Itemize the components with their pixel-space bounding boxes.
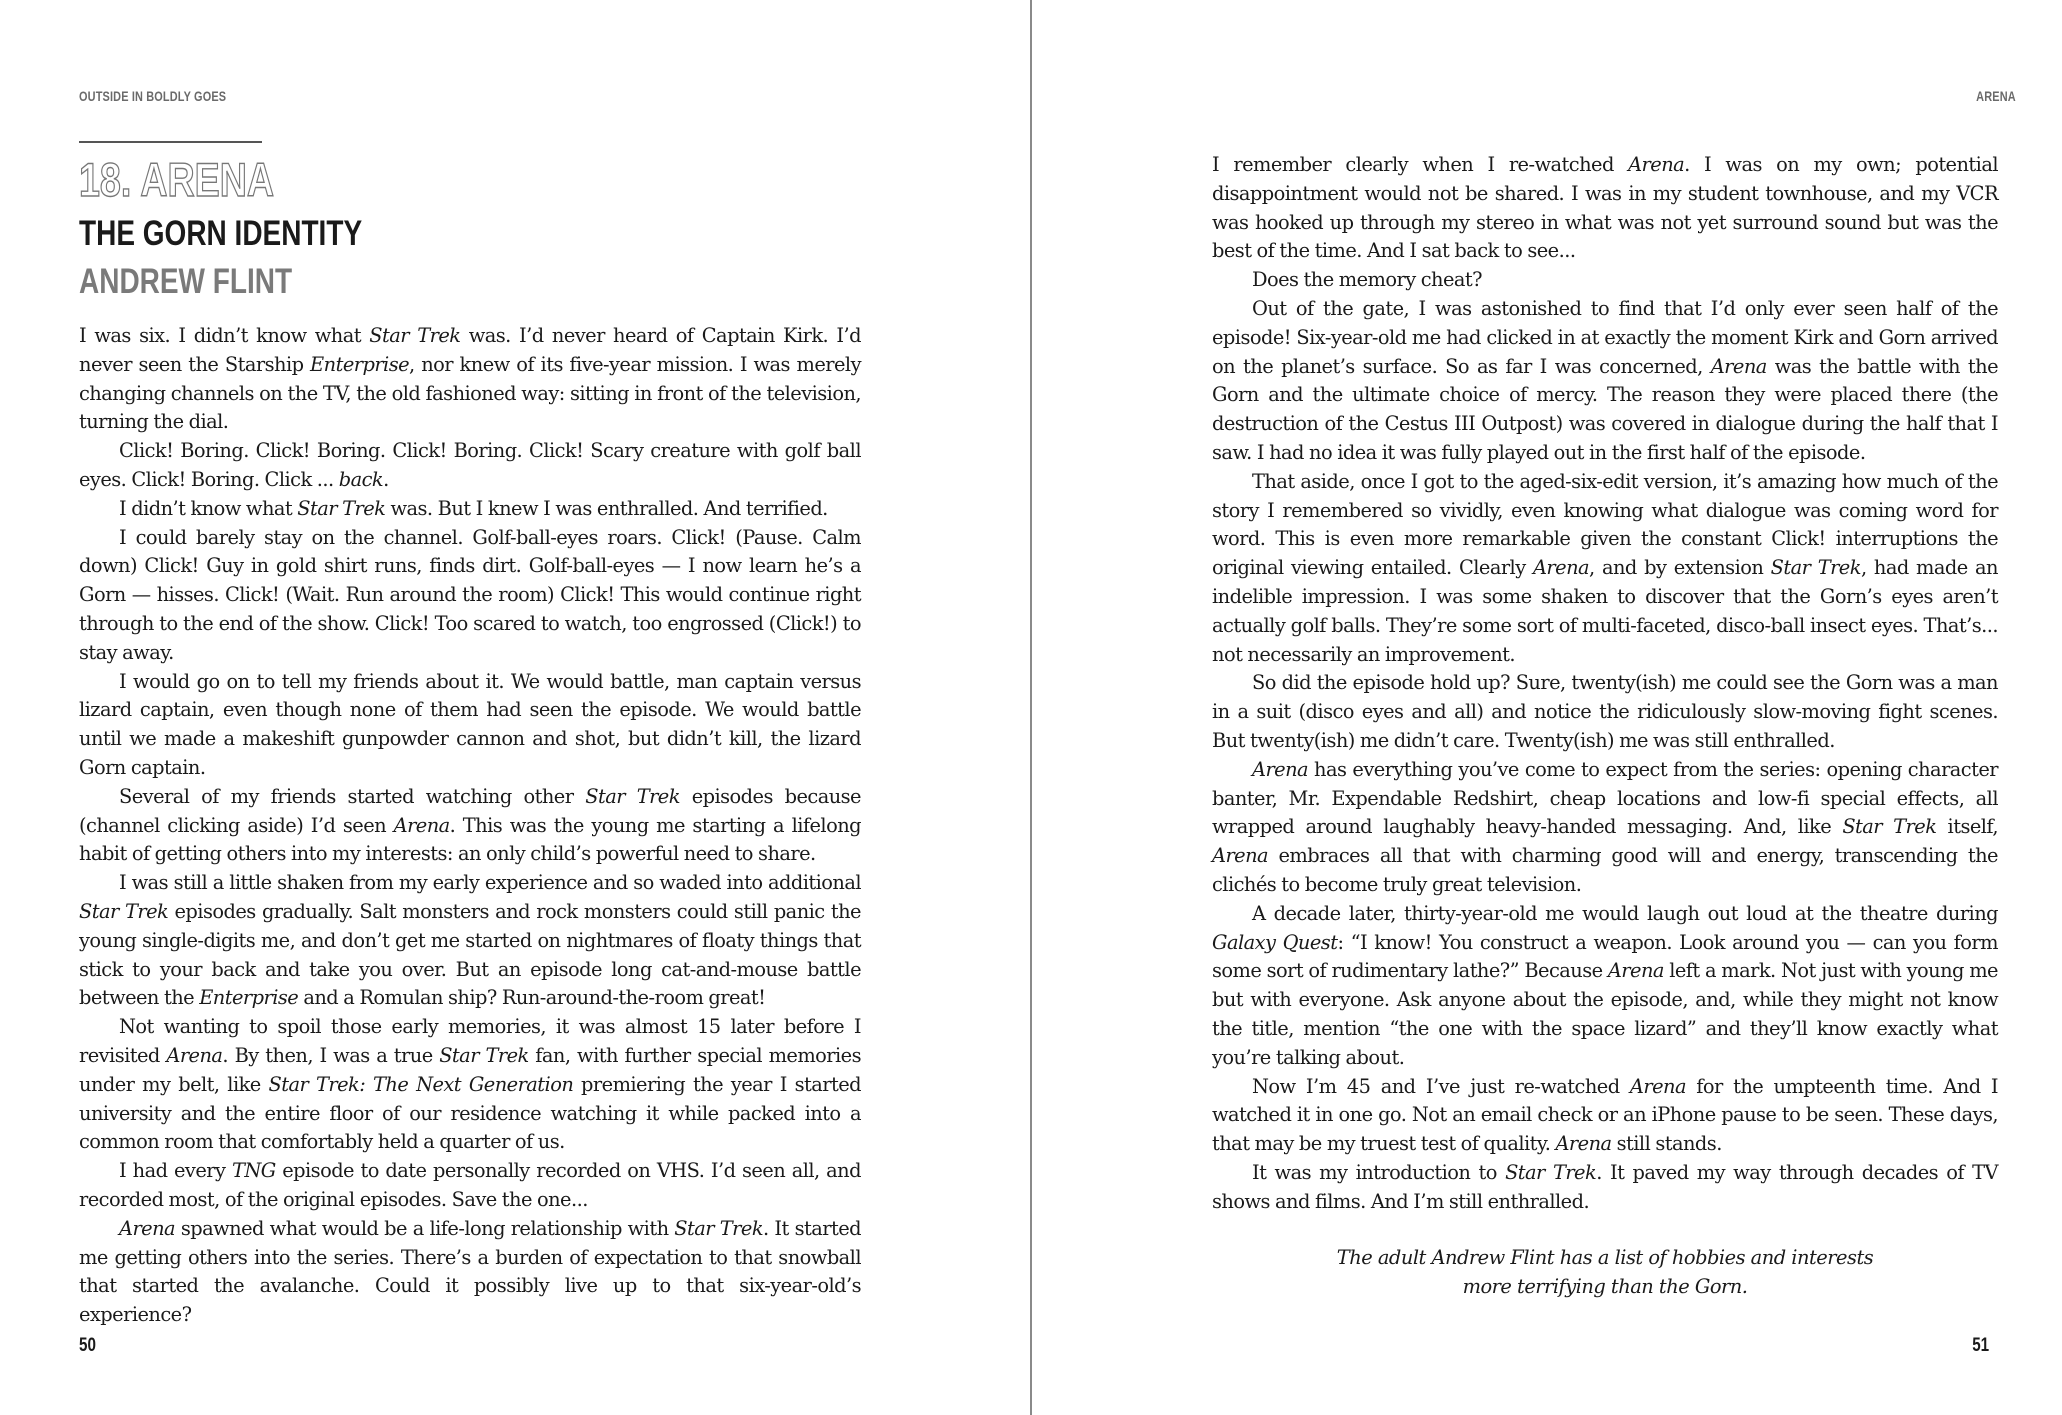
text-run: was the battle with the Gorn and the ultimate choice of mercy. The reason they were placed there (the destruction of the Cestus III Outpost) was covered in dialogue during the half that I saw. I had no idea it was fully played out in the first half of the episode. bbox=[1212, 354, 1998, 464]
left-running-head: OUTSIDE IN BOLDLY GOES bbox=[79, 88, 227, 104]
text-run: . It started me getting others into the series. There’s a burden of expectation to that snowball that started the avalanche. Could it possibly live up to that six-year-old’s experience? bbox=[79, 1216, 861, 1327]
text-run: and a Romulan ship? Run-around-the-room great! bbox=[298, 986, 766, 1010]
text-run: I was still a little shaken from my early experience and so waded into additional bbox=[119, 871, 861, 895]
left-page bbox=[0, 0, 1030, 1415]
right-running-head: ARENA bbox=[1976, 88, 2016, 104]
text-run: for the umpteenth time. And I watched it in one go. Not an email check or an iPhone pause to be seen. These days, that may be my truest test of quality. bbox=[1212, 1074, 1998, 1156]
body-paragraph bbox=[1212, 900, 1998, 1073]
author-bio bbox=[1212, 1243, 1998, 1301]
body-paragraph bbox=[79, 524, 861, 668]
text-run: , and by extension bbox=[1589, 556, 1771, 580]
italic-text: Star Trek bbox=[297, 496, 386, 520]
body-paragraph bbox=[1212, 1159, 1998, 1217]
author-bio-line: The adult Andrew Flint has a list of hobbies and interests bbox=[1336, 1246, 1874, 1269]
text-run: Does the memory cheat? bbox=[1252, 268, 1483, 292]
body-paragraph bbox=[79, 1013, 861, 1157]
right-body-text bbox=[1212, 151, 1998, 1216]
text-run: . This was the young me starting a lifelong habit of getting others into my interests: an only child’s powerful need to share. bbox=[79, 813, 861, 866]
text-run: Out of the gate, I was astonished to find that I’d only ever seen half of the episode! Six-year-old me had clicked in at exactly the moment Kirk and Gorn arrived on the planet’s surface. So as far I was concerned, bbox=[1212, 296, 1998, 378]
italic-text: Arena bbox=[1212, 844, 1269, 868]
body-paragraph bbox=[1212, 295, 1998, 468]
text-run: left a mark. Not just with young me but with everyone. Ask anyone about the episode, and, while they might not know the title, mention “the one with the space lizard” and they’ll know exactly what you’re talking about. bbox=[1212, 959, 1998, 1069]
italic-text: Enterprise bbox=[199, 986, 299, 1010]
text-run: Click! Boring. Click! Boring. Click! Boring. Click! Scary creature with golf ball eyes. Click! Boring. Click ... bbox=[79, 439, 861, 491]
italic-text: Arena bbox=[119, 1216, 176, 1240]
body-paragraph bbox=[79, 869, 861, 1013]
text-run: . By then, I was a true bbox=[222, 1043, 440, 1067]
italic-text: Arena bbox=[166, 1043, 223, 1067]
italic-text: Star Trek: The Next Generation bbox=[268, 1072, 574, 1096]
text-run: was. I’d never heard of Captain Kirk. I’d never seen the Starship bbox=[79, 324, 861, 376]
body-paragraph bbox=[79, 495, 861, 524]
right-page-number: 51 bbox=[1972, 1335, 1989, 1356]
body-paragraph bbox=[79, 322, 861, 437]
text-run: , nor knew of its five-year mission. I was merely changing channels on the TV, the old fashioned way: sitting in front of the television, turning the dial. bbox=[79, 352, 861, 434]
right-page bbox=[1032, 0, 2062, 1415]
text-run: embraces all that with charming good will and energy, transcending the clichés to become truly great television. bbox=[1212, 844, 1998, 896]
text-run: . I was on my own; potential disappointment would not be shared. I was in my student townhouse, and my VCR was hooked up through my stereo in what was not yet surround sound but was the best of the time. And I sat back to see... bbox=[1212, 153, 1998, 263]
text-run: So did the episode hold up? Sure, twenty(ish) me could see the Gorn was a man in a suit (disco eyes and all) and notice the ridiculously slow-moving fight scenes. But twenty(ish) me didn’t care. Twenty(ish) me was still enthralled. bbox=[1212, 671, 1998, 752]
body-paragraph bbox=[79, 668, 861, 783]
italic-text: Arena bbox=[393, 813, 450, 837]
italic-text: Star Trek bbox=[1770, 556, 1861, 580]
chapter-subtitle: THE GORN IDENTITY bbox=[79, 214, 363, 253]
text-run: A decade later, thirty-year-old me would laugh out loud at the theatre during bbox=[1252, 901, 1998, 925]
italic-text: Star Trek bbox=[674, 1216, 764, 1240]
text-run: That aside, once I got to the aged-six-edit version, it’s amazing how much of the story I remembered so vividly, even knowing what dialogue was coming word for word. This is even more remarkable given the constant Click! interruptions the original viewing entailed. Clearly bbox=[1212, 469, 1998, 580]
body-paragraph bbox=[1212, 151, 1998, 266]
text-run: . bbox=[383, 467, 389, 491]
italic-text: Star Trek bbox=[439, 1043, 529, 1067]
body-paragraph bbox=[1212, 756, 1998, 900]
italic-text: back bbox=[338, 467, 384, 491]
body-paragraph bbox=[1212, 468, 1998, 670]
italic-text: Arena bbox=[1555, 1132, 1612, 1156]
text-run: episodes gradually. Salt monsters and rock monsters could still panic the young single-digits me, and don’t get me started on nightmares of floaty things that stick to your back and take you over. But an episode long cat-and-mouse battle between the bbox=[79, 899, 861, 1010]
italic-text: Arena bbox=[1252, 757, 1309, 781]
body-paragraph bbox=[1212, 266, 1998, 295]
italic-text: Arena bbox=[1532, 556, 1590, 580]
body-paragraph bbox=[79, 1215, 861, 1330]
text-run: : “I know! You construct a weapon. Look around you — can you form some sort of rudimentary lathe?” Because bbox=[1212, 930, 1998, 983]
text-run: I didn’t know what bbox=[119, 496, 298, 520]
italic-text: Arena bbox=[1607, 959, 1664, 983]
text-run: episodes because (channel clicking aside) I’d seen bbox=[79, 784, 861, 837]
italic-text: Star Trek bbox=[1505, 1160, 1597, 1184]
text-run: Not wanting to spoil those early memories, it was almost 15 later before I revisited bbox=[79, 1015, 861, 1067]
text-run: Several of my friends started watching other bbox=[119, 784, 586, 808]
text-run: episode to date personally recorded on VHS. I’d seen all, and recorded most, of the original episodes. Save the one... bbox=[79, 1159, 861, 1211]
chapter-rule bbox=[79, 141, 262, 143]
author-bio-line: more terrifying than the Gorn. bbox=[1462, 1275, 1748, 1298]
body-paragraph bbox=[79, 437, 861, 495]
text-run: was. But I knew I was enthralled. And terrified. bbox=[385, 496, 828, 520]
text-run: I remember clearly when I re-watched bbox=[1212, 153, 1629, 176]
body-paragraph bbox=[1212, 1073, 1998, 1159]
italic-text: Galaxy Quest bbox=[1212, 930, 1338, 954]
italic-text: Star Trek bbox=[585, 784, 680, 808]
chapter-number-title: 18. ARENA bbox=[79, 153, 275, 206]
italic-text: Star Trek bbox=[79, 899, 169, 923]
text-run: premiering the year I started university and the entire floor of our residence watching it while packed into a common room that comfortably held a quarter of us. bbox=[79, 1072, 862, 1154]
body-paragraph bbox=[79, 783, 861, 869]
italic-text: Enterprise bbox=[310, 352, 410, 376]
left-page-number: 50 bbox=[79, 1335, 96, 1356]
italic-text: Star Trek bbox=[1842, 815, 1937, 839]
chapter-author: ANDREW FLINT bbox=[79, 262, 293, 301]
italic-text: Arena bbox=[1710, 354, 1767, 378]
text-run: . It paved my way through decades of TV shows and films. And I’m still enthralled. bbox=[1212, 1160, 1998, 1213]
text-run: Now I’m 45 and I’ve just re-watched bbox=[1252, 1074, 1630, 1098]
text-run: , had made an indelible impression. I was some shaken to discover that the Gorn’s eyes aren’t actually golf balls. They’re some sort of multi-faceted, disco-ball insect eyes. That’s... not necessarily an improvement. bbox=[1212, 556, 1998, 666]
body-paragraph bbox=[1212, 669, 1998, 755]
text-run: I would go on to tell my friends about it. We would battle, man captain versus lizard captain, even though none of them had seen the episode. We would battle until we made a makeshift gunpowder cannon and shot, but didn’t kill, the lizard Gorn captain. bbox=[79, 669, 861, 779]
left-body-text bbox=[79, 322, 861, 1330]
text-run: It was my introduction to bbox=[1252, 1160, 1506, 1184]
body-paragraph bbox=[79, 1157, 861, 1215]
text-run: I had every bbox=[119, 1159, 232, 1183]
text-run: I could barely stay on the channel. Golf-ball-eyes roars. Click! (Pause. Calm down) Click! Guy in gold shirt runs, finds dirt. Golf-ball-eyes — I now learn he’s a Gorn — hisses. Click! (Wait. Run around the room) Click! This would continue right through to the end of the show. Click! Too scared to watch, too engrossed (Click!) to stay away. bbox=[79, 525, 861, 664]
text-run: fan, with further special memories under my belt, like bbox=[79, 1043, 861, 1096]
text-run: spawned what would be a life-long relationship with bbox=[175, 1216, 675, 1240]
italic-text: TNG bbox=[231, 1159, 276, 1183]
text-run: itself, bbox=[1936, 815, 1998, 839]
italic-text: Arena bbox=[1628, 153, 1685, 176]
italic-text: Arena bbox=[1629, 1074, 1686, 1098]
text-run: still stands. bbox=[1611, 1132, 1722, 1156]
italic-text: Star Trek bbox=[369, 324, 461, 347]
text-run: I was six. I didn’t know what bbox=[79, 324, 370, 347]
text-run: has everything you’ve come to expect from the series: opening character banter, Mr. Expendable Redshirt, cheap locations and low-fi special effects, all wrapped around laughably heavy-handed messaging. And, like bbox=[1212, 757, 1998, 839]
